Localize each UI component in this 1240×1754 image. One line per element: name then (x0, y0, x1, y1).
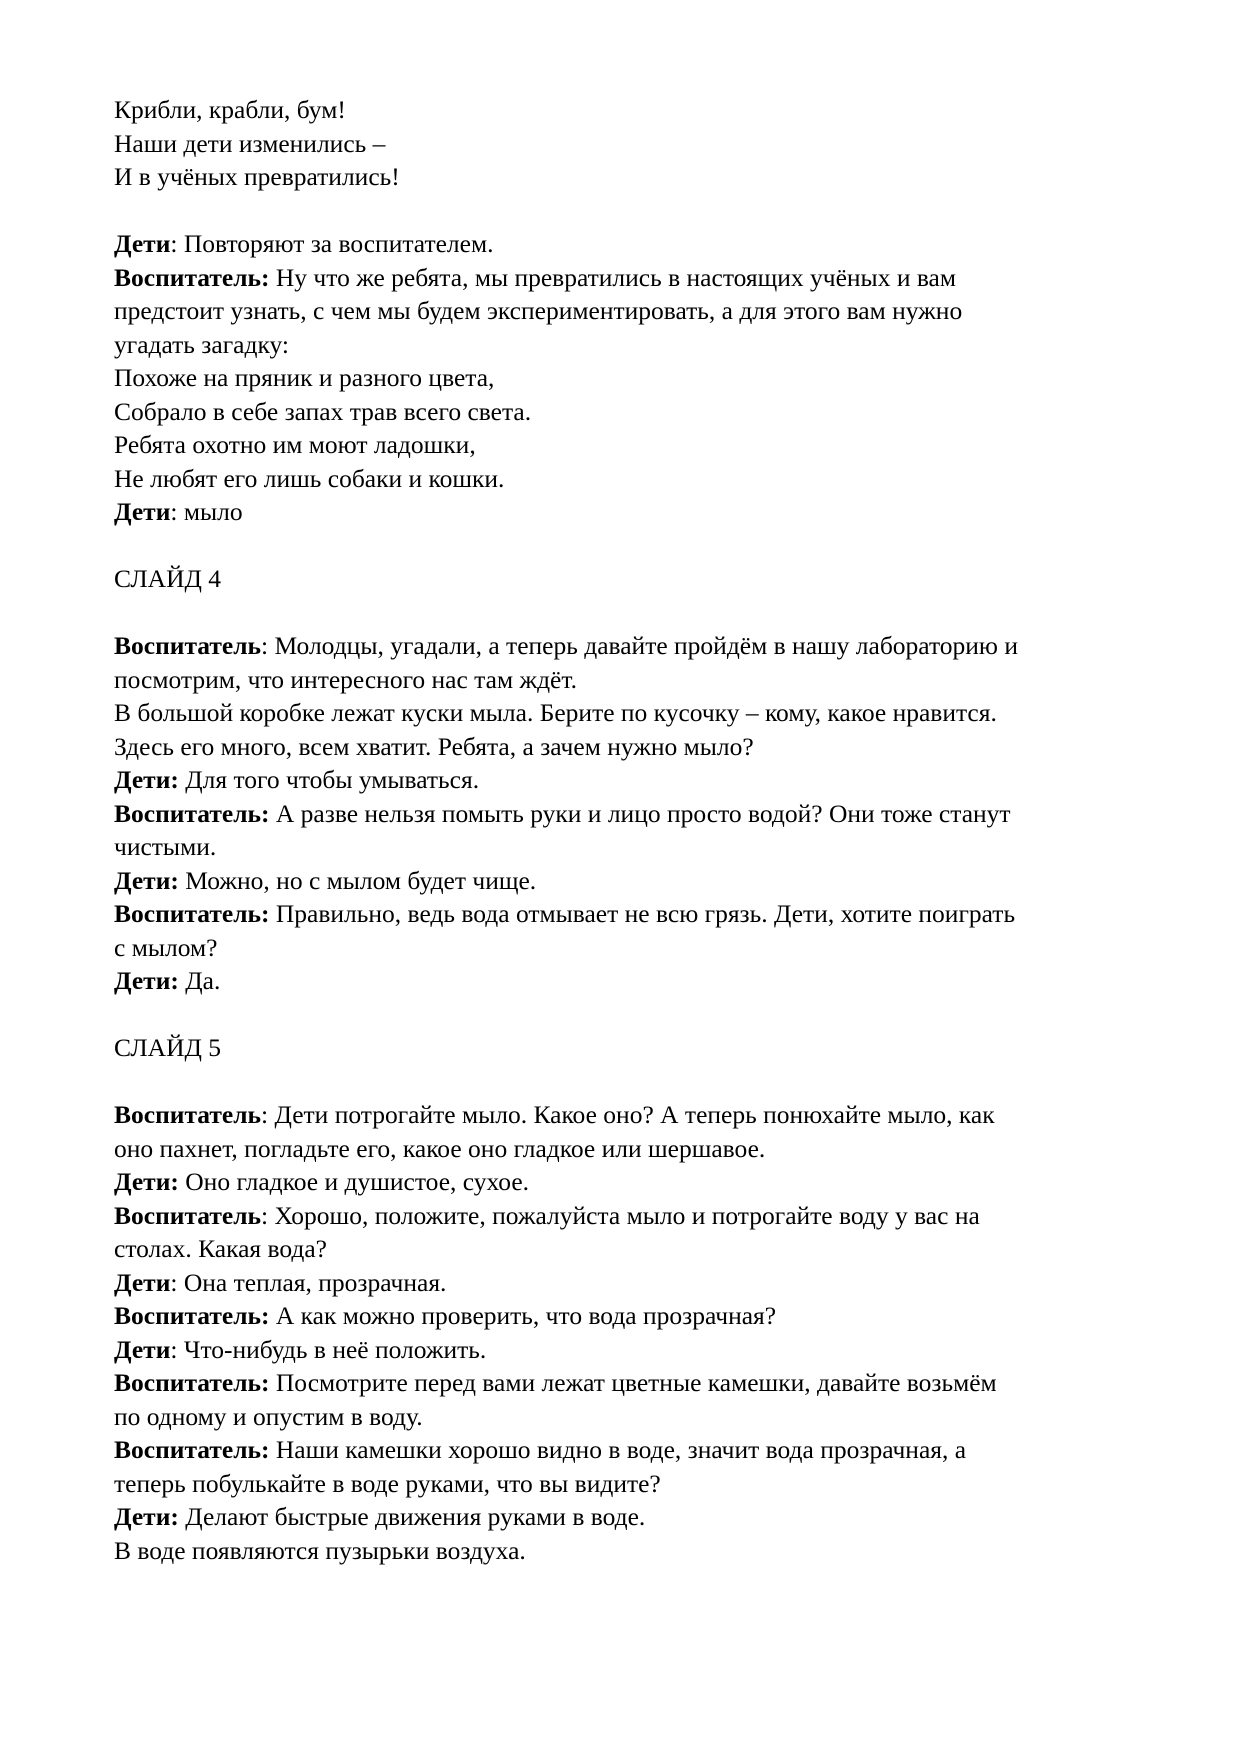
dialogue-block-3 (114, 1098, 1154, 1567)
speaker: Дети: (114, 765, 179, 794)
dialogue-line: с мылом? (114, 932, 218, 962)
speaker: Воспитатель: (114, 1435, 270, 1464)
poem (114, 93, 1154, 194)
dialogue-line: предстоит узнать, с чем мы будем экспериментировать, а для этого вам нужно (114, 296, 963, 325)
speaker: Дети: (114, 966, 179, 995)
poem-line: Крибли, крабли, бум! (114, 95, 346, 124)
riddle-line: Не любят его лишь собаки и кошки. (114, 463, 505, 493)
dialogue-line: Дети: Делают быстрые движения руками в воде. (114, 1502, 646, 1531)
riddle-line: Ребята охотно им моют ладошки, (114, 430, 476, 459)
dialogue-line: Воспитатель: Дети потрогайте мыло. Какое оно? А теперь понюхайте мыло, как (114, 1100, 995, 1129)
poem-line: И в учёных превратились! (114, 162, 400, 191)
dialogue-line: оно пахнет, погладьте его, какое оно гладкое или шершавое. (114, 1133, 766, 1163)
riddle-line: Собрало в себе запах трав всего света. (114, 396, 532, 426)
speaker: Дети (114, 1267, 171, 1297)
dialogue-line: чистыми. (114, 832, 217, 861)
dialogue-line: по одному и опустим в воду. (114, 1401, 423, 1431)
dialogue-line: Дети: Да. (114, 966, 221, 995)
slide-heading: СЛАЙД 5 (114, 1033, 222, 1062)
dialogue-line: посмотрим, что интересного нас там ждёт. (114, 664, 577, 694)
speaker: Воспитатель: (114, 262, 270, 292)
dialogue-block-1 (114, 227, 1154, 529)
dialogue-line: Воспитатель: Посмотрите перед вами лежат цветные камешки, давайте возьмём (114, 1368, 997, 1397)
speaker: Воспитатель (114, 1200, 262, 1230)
dialogue-line: Дети: Она теплая, прозрачная. (114, 1267, 447, 1297)
speaker: Воспитатель (114, 1100, 262, 1129)
dialogue-line: Дети: мыло (114, 497, 243, 526)
dialogue-block-2 (114, 629, 1154, 998)
dialogue-line: Воспитатель: Ну что же ребята, мы превратились в настоящих учёных и вам (114, 262, 956, 292)
dialogue-line: Воспитатель: А как можно проверить, что вода прозрачная? (114, 1301, 777, 1330)
speaker: Воспитатель: (114, 899, 270, 928)
dialogue-line: Дети: Для того чтобы умываться. (114, 765, 480, 794)
dialogue-line: Дети: Повторяют за воспитателем. (114, 229, 494, 258)
speaker: Воспитатель: (114, 1368, 270, 1397)
riddle-line: Похоже на пряник и разного цвета, (114, 363, 495, 392)
speaker: Воспитатель: (114, 1301, 270, 1330)
slide-heading: СЛАЙД 4 (114, 564, 222, 593)
dialogue-line: Дети: Что-нибудь в неё положить. (114, 1334, 487, 1364)
speaker: Дети: (114, 865, 179, 895)
dialogue-line: теперь побулькайте в воде руками, что вы видите? (114, 1468, 661, 1498)
dialogue-line: Здесь его много, всем хватит. Ребята, а зачем нужно мыло? (114, 731, 754, 761)
speaker: Дети (114, 229, 171, 258)
speaker: Дети: (114, 1167, 179, 1196)
speaker: Воспитатель: (114, 798, 270, 828)
dialogue-line: В воде появляются пузырьки воздуха. (114, 1535, 526, 1565)
dialogue-line: Воспитатель: Правильно, ведь вода отмывает не всю грязь. Дети, хотите поиграть (114, 899, 1016, 928)
poem-line: Наши дети изменились – (114, 128, 386, 158)
dialogue-line: Воспитатель: Молодцы, угадали, а теперь давайте пройдём в нашу лабораторию и (114, 631, 1018, 660)
dialogue-line: столах. Какая вода? (114, 1234, 327, 1263)
speaker: Воспитатель (114, 631, 262, 660)
speaker: Дети (114, 1334, 171, 1364)
document-page (114, 93, 1154, 1567)
dialogue-line: Дети: Можно, но с мылом будет чище. (114, 865, 537, 895)
speaker: Дети: (114, 1502, 179, 1531)
dialogue-line: Воспитатель: Наши камешки хорошо видно в воде, значит вода прозрачная, а (114, 1435, 967, 1464)
dialogue-line: В большой коробке лежат куски мыла. Берите по кусочку – кому, какое нравится. (114, 698, 997, 727)
dialogue-line: Воспитатель: А разве нельзя помыть руки и лицо просто водой? Они тоже станут (114, 798, 1011, 828)
speaker: Дети (114, 497, 171, 526)
dialogue-line: Воспитатель: Хорошо, положите, пожалуйста мыло и потрогайте воду у вас на (114, 1200, 980, 1230)
dialogue-line: Дети: Оно гладкое и душистое, сухое. (114, 1167, 530, 1196)
dialogue-line: угадать загадку: (114, 329, 289, 359)
